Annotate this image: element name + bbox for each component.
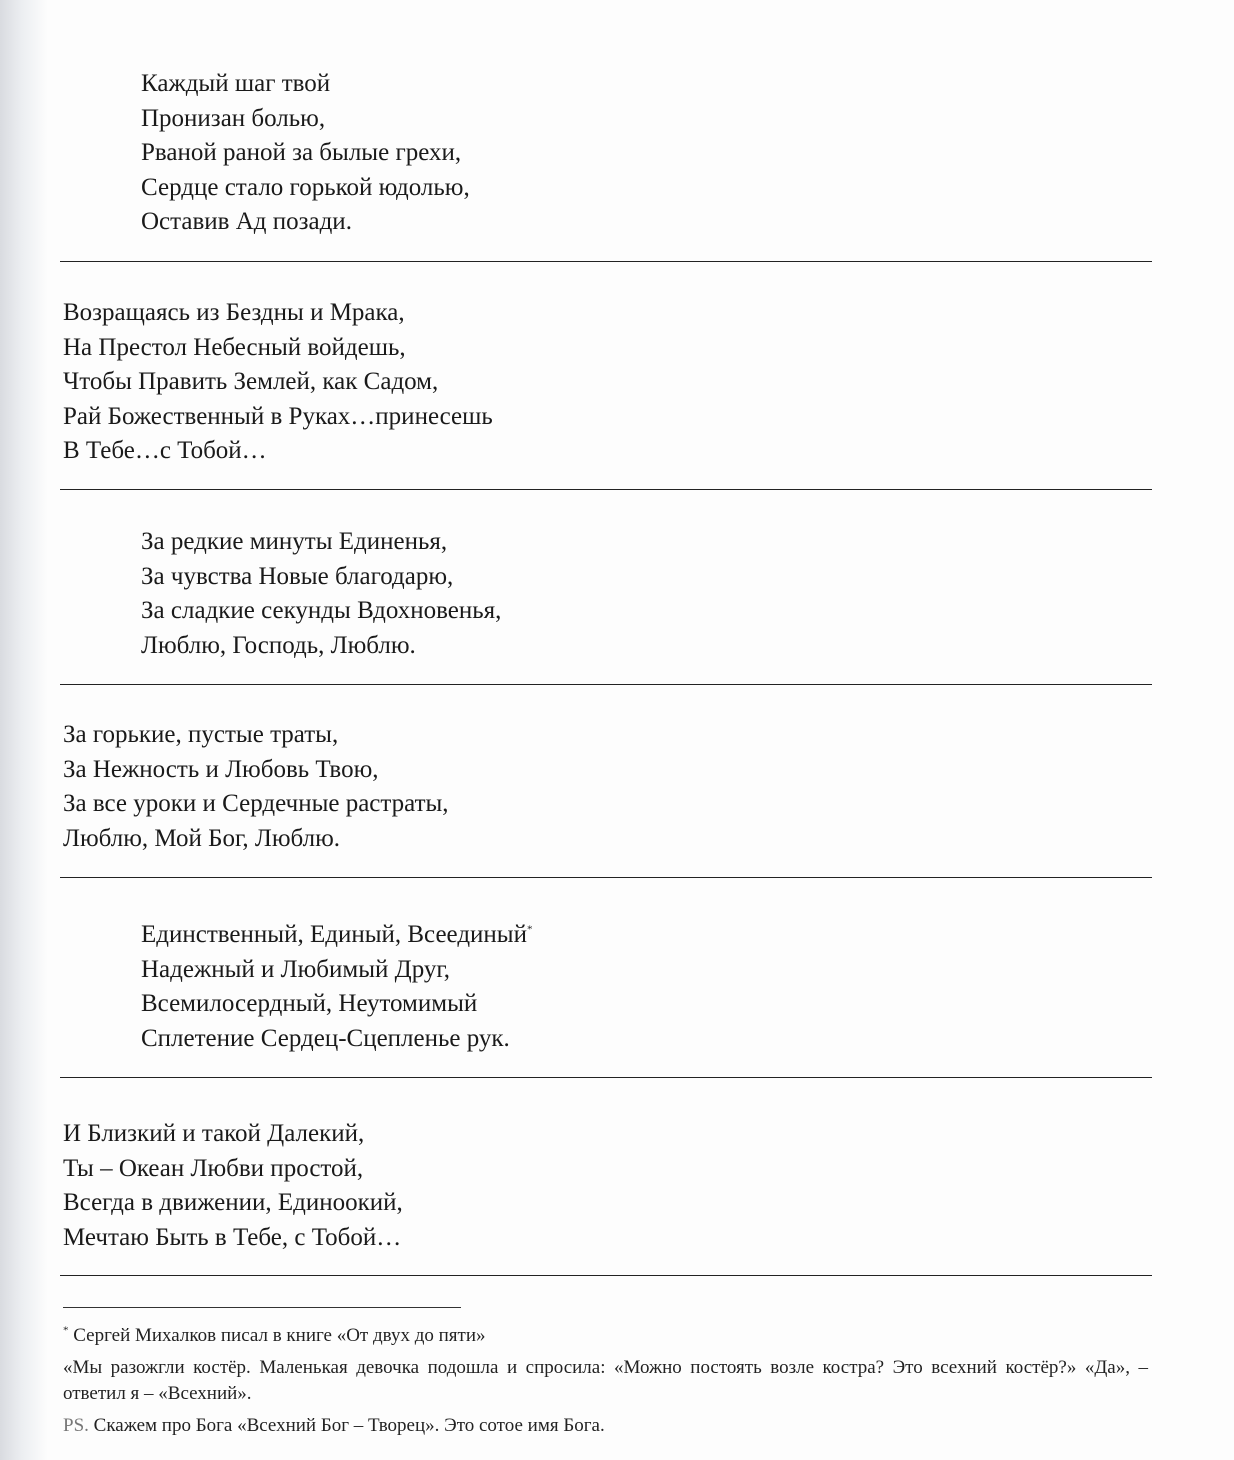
stanza-line: За горькие, пустые траты, [63, 721, 339, 748]
stanza-line: За чувства Новые благодарю, [141, 562, 454, 590]
stanza-divider [60, 489, 1152, 490]
stanza-line: На Престол Небесный войдешь, [63, 333, 406, 361]
stanza-3 [141, 525, 501, 663]
stanza-line: Рай Божественный в Руках…принесешь [63, 402, 493, 430]
stanza-line: За сладкие секунды Вдохновенья, [141, 597, 502, 624]
stanza-line: За редкие минуты Единенья, [141, 528, 448, 555]
stanza-line: Пронизан болью, [141, 104, 326, 132]
stanza-line: Каждый шаг твой [141, 70, 331, 97]
footnote-marker: * [526, 923, 533, 936]
stanza-2 [63, 296, 493, 469]
stanza-line: Ты – Океан Любви простой, [63, 1154, 364, 1182]
stanza-1 [141, 67, 470, 240]
stanza-divider [60, 684, 1152, 685]
stanza-divider [60, 877, 1152, 878]
stanza-line: Надежный и Любимый Друг, [141, 955, 451, 983]
footnote-source [63, 1323, 1148, 1349]
stanza-divider [60, 1275, 1152, 1276]
footnote-quote: «Мы разожгли костёр. Маленькая девочка подошла и спросила: «Можно постоять возле костра? Это всехний костёр?» «Да», – ответил я – «Всехний». [63, 1357, 1148, 1404]
stanza-line: Возращаясь из Бездны и Мрака, [63, 299, 405, 326]
stanza-5 [141, 918, 532, 1056]
stanza-line: За все уроки и Сердечные растраты, [63, 790, 449, 817]
stanza-line: Всемилосердный, Неутомимый [141, 990, 478, 1017]
ps-text: Скажем про Бога «Всехний Бог – Творец». Это сотое имя Бога. [93, 1415, 605, 1436]
footnote-separator [63, 1307, 461, 1308]
stanza-line: Сердце стало горькой юдолью, [141, 173, 470, 201]
ps-label: PS. [63, 1415, 89, 1436]
stanza-4 [63, 718, 449, 856]
stanza-line-text: Единственный, Единый, Всеединый [141, 921, 527, 948]
stanza-divider [60, 1077, 1152, 1078]
stanza-line: Люблю, Мой Бог, Люблю. [63, 824, 341, 852]
stanza-line: В Тебе…с Тобой… [63, 437, 267, 464]
stanza-line: Сплетение Сердец-Сцепленье рук. [141, 1024, 510, 1052]
footnotes [63, 1323, 1148, 1445]
stanza-line: Мечтаю Быть в Тебе, с Тобой… [63, 1223, 402, 1251]
footnote-source-text: Сергей Михалков писал в книге «От двух до пяти» [73, 1325, 486, 1346]
page-spine-shadow [0, 0, 48, 1460]
stanza-line [141, 918, 532, 953]
stanza-line: За Нежность и Любовь Твою, [63, 755, 379, 783]
stanza-line: Всегда в движении, Единоокий, [63, 1189, 403, 1216]
stanza-6 [63, 1117, 403, 1255]
stanza-line: Чтобы Править Землей, как Садом, [63, 368, 439, 395]
stanza-line: И Близкий и такой Далекий, [63, 1120, 365, 1147]
stanza-line: Люблю, Господь, Люблю. [141, 631, 416, 659]
footnote-marker: * [63, 1324, 69, 1337]
stanza-line: Оставив Ад позади. [141, 208, 352, 235]
footnote-ps [63, 1413, 1148, 1439]
stanza-line: Рваной раной за былые грехи, [141, 139, 462, 166]
stanza-divider [60, 261, 1152, 262]
